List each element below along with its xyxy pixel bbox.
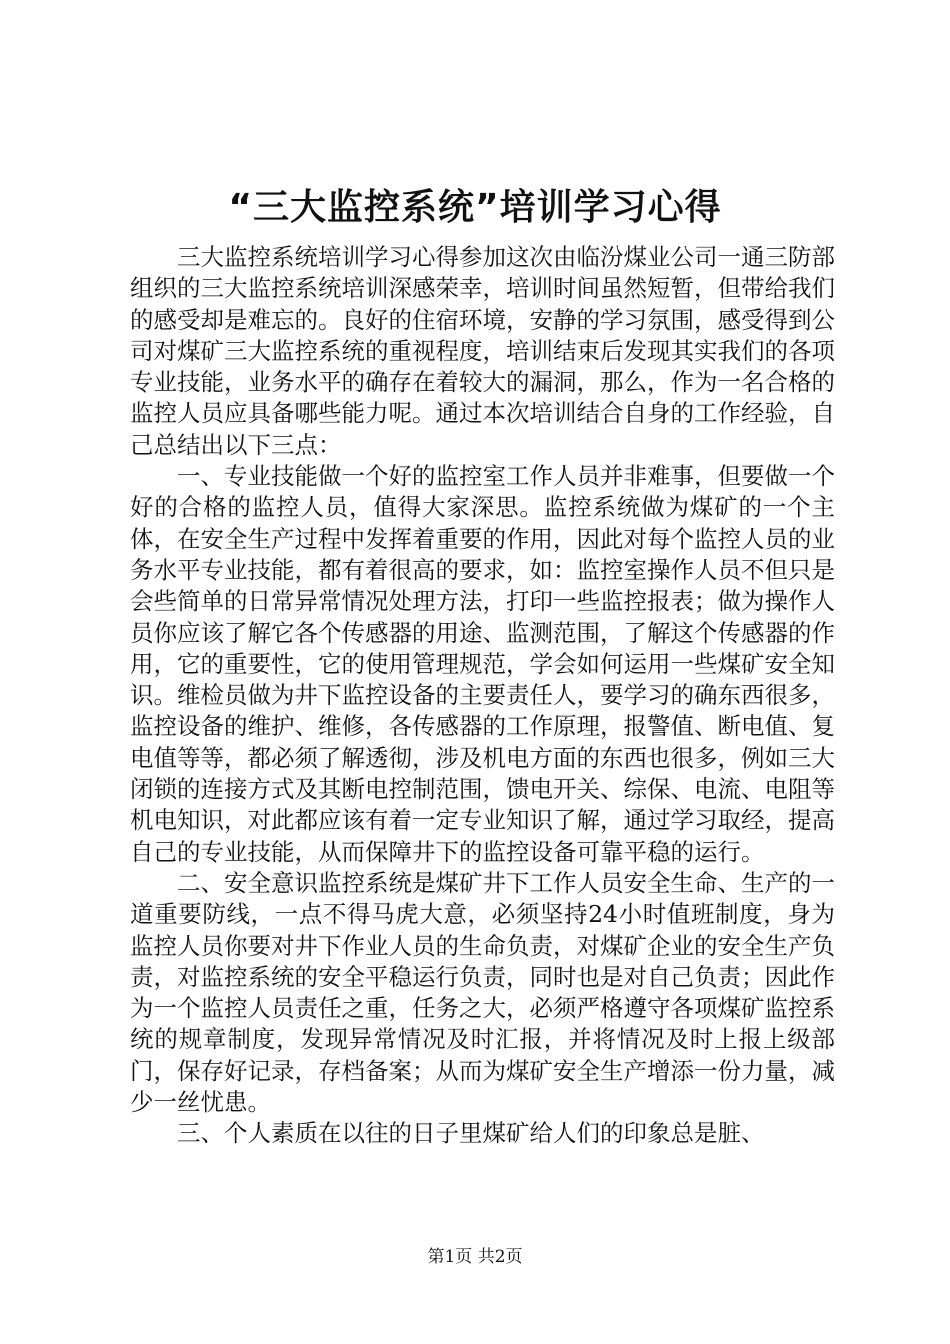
document-body bbox=[130, 242, 835, 1150]
paragraph-intro: 三大监控系统培训学习心得参加这次由临汾煤业公司一通三防部组织的三大监控系统培训深感荣幸，培训时间虽然短暂，但带给我们的感受却是难忘的。良好的住宿环境，安静的学习氛围，感受得到公司对煤矿三大监控系统的重视程度，培训结束后发现其实我们的各项专业技能，业务水平的确存在着较大的漏洞，那么，作为一名合格的监控人员应具备哪些能力呢。通过本次培训结合自身的工作经验，自己总结出以下三点： bbox=[130, 243, 835, 459]
paragraph-safety-awareness: 二、安全意识监控系统是煤矿井下工作人员安全生命、生产的一道重要防线，一点不得马虎大意，必须坚持24小时值班制度，身为监控人员你要对井下作业人员的生命负责，对煤矿企业的安全生产负责，对监控系统的安全平稳运行负责，同时也是对自己负责；因此作为一个监控人员责任之重，任务之大，必须严格遵守各项煤矿监控系统的规章制度，发现异常情况及时汇报，并将情况及时上报上级部门，保存好记录，存档备案；从而为煤矿安全生产增添一份力量，减少一丝忧患。 bbox=[130, 868, 835, 1117]
document-title: “三大监控系统”培训学习心得 bbox=[228, 187, 722, 228]
paragraph-professional-skills: 一、专业技能做一个好的监控室工作人员并非难事，但要做一个好的合格的监控人员，值得大家深思。监控系统做为煤矿的一个主体，在安全生产过程中发挥着重要的作用，因此对每个监控人员的业务水平专业技能，都有着很高的要求，如：监控室操作人员不但只是会些简单的日常异常情况处理方法，打印一些监控报表；做为操作人员你应该了解它各个传感器的用途、监测范围，了解这个传感器的作用，它的重要性，它的使用管理规范，学会如何运用一些煤矿安全知识。维检员做为井下监控设备的主要责任人，要学习的确东西很多，监控设备的维护、维修，各传感器的工作原理，报警值、断电值、复电值等等，都必须了解透彻，涉及机电方面的东西也很多，例如三大闭锁的连接方式及其断电控制范围，馈电开关、综保、电流、电阻等机电知识，对此都应该有着一定专业知识了解，通过学习取经，提高自己的专业技能，从而保障井下的监控设备可靠平稳的运行。 bbox=[130, 462, 835, 866]
page-footer: 第1页 共2页 bbox=[427, 1247, 523, 1267]
paragraph-personal-quality: 三、个人素质在以往的日子里煤矿给人们的印象总是脏、 bbox=[177, 1119, 765, 1148]
